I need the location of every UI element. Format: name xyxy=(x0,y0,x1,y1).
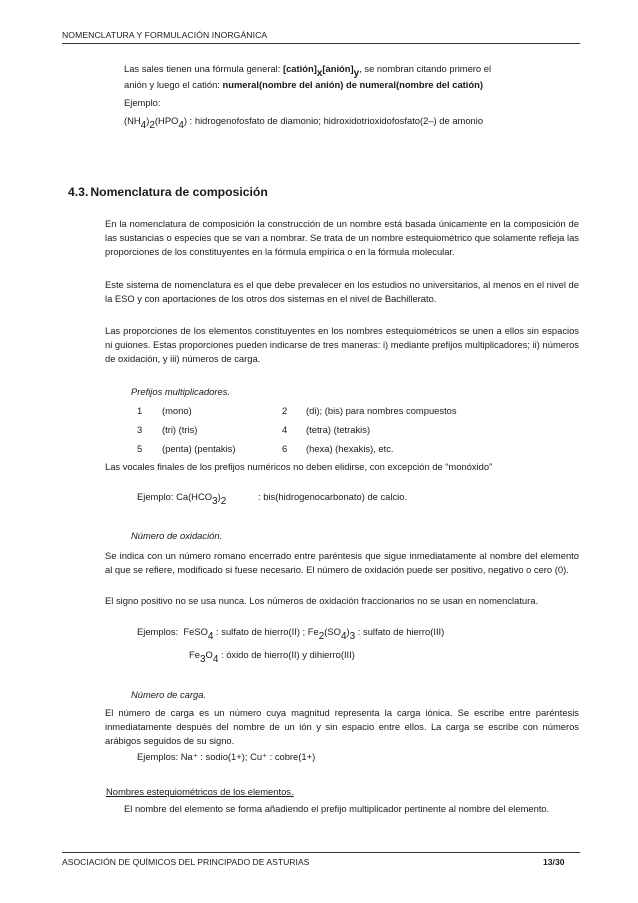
running-header: NOMENCLATURA Y FORMULACIÓN INORGÁNICA xyxy=(62,30,268,40)
sales-text: Las sales tienen una fórmula general: xyxy=(124,63,281,74)
sales-text-end: , se nombran citando primero el xyxy=(359,63,492,74)
vocales-note: Las vocales finales de los prefijos numéricos no deben elidirse, con excepción de “monóxido” xyxy=(105,461,493,472)
prefijos-example: Ejemplo: $Ca(HCO_3)_2$ xyxy=(137,491,227,507)
prefix-name-4: (tetra) (tetrakis) xyxy=(306,424,371,435)
prefix-name-5: (penta) (pentakis) xyxy=(162,443,236,454)
page-number: 13/30 xyxy=(543,857,565,867)
section-heading xyxy=(68,185,270,199)
footer-organization: ASOCIACIÓN DE QUÍMICOS DEL PRINCIPADO DE ASTURIAS xyxy=(62,857,310,867)
prefijos-title: Prefijos multiplicadores. xyxy=(131,386,230,397)
section-number: 4.3. xyxy=(68,185,89,199)
oxidacion-examples-2: $Fe_3O_4$ : óxido de hierro(II) y dihierro(III) xyxy=(189,649,355,665)
prefix-name-3: (tri) (tris) xyxy=(162,424,198,435)
paragraph-2: Este sistema de nomenclatura es el que debe prevalecer en los estudios no universitarios, al menos en el nivel de la ESO y con aportaciones de los otros dos sistemas en el nivel de Bachillerato. xyxy=(105,279,579,304)
prefix-num-3: 3 xyxy=(137,424,143,435)
formula-cation: $[catión]_x[anión]_y$ xyxy=(282,63,360,79)
oxidacion-title: Número de oxidación. xyxy=(131,530,223,541)
oxidacion-paragraph-2: El signo positivo no se usa nunca. Los números de oxidación fraccionarios no se usan en nomenclatura. xyxy=(105,595,539,606)
sales-example: $(NH_4)_2(HPO_4)$ : hidrogenofosfato de diamonio; hidroxidotrioxidofosfato(2–) de amonio xyxy=(124,115,484,131)
sales-example-label: Ejemplo: xyxy=(124,97,161,108)
footer-divider xyxy=(62,852,580,853)
header-divider xyxy=(62,43,580,44)
elementos-paragraph: El nombre del elemento se forma añadiendo el prefijo multiplicador pertinente al nombre del elemento. xyxy=(124,803,550,814)
prefijos-example-text: : bis(hidrogenocarbonato) de calcio. xyxy=(258,491,408,502)
prefix-num-6: 6 xyxy=(282,443,288,454)
section-title: Nomenclatura de composición xyxy=(90,185,268,199)
prefix-name-6: (hexa) (hexakis), etc. xyxy=(306,443,394,454)
prefix-num-2: 2 xyxy=(282,405,288,416)
paragraph-1: En la nomenclatura de composición la construcción de un nombre está basada únicamente en la composición de las sustancias o especies que se van a nombrar. Se trata de un nombre estequiométrico que solamente refleja las proporciones de los constituyentes en la fórmula empírica o en la fórmula molecular. xyxy=(105,218,579,257)
prefix-num-1: 1 xyxy=(137,405,143,416)
carga-paragraph: El número de carga es un número cuya magnitud representa la carga iónica. Se escribe entre paréntesis inmediatamente después del nombre de un ión y sin espacio entre ellos. La carga se escribe con números arábigos seguidos de su signo. xyxy=(105,707,579,746)
oxidacion-ejemplos-label: Ejemplos: xyxy=(137,626,179,637)
sales-rule xyxy=(124,78,579,92)
prefix-num-5: 5 xyxy=(137,443,143,454)
prefix-name-2: (di); (bis) para nombres compuestos xyxy=(306,405,457,416)
oxidacion-examples-1: Ejemplos: FeSO$_4$ : sulfato de hierro(II) ; $Fe_2(SO_4)_3$ : sulfato de hierro(III) xyxy=(137,626,445,642)
carga-title: Número de carga. xyxy=(131,689,207,700)
sales-rule-intro: anión y luego el catión: xyxy=(124,79,220,90)
carga-examples: Ejemplos: Na⁺ : sodio(1+); Cu⁺ : cobre(1+) xyxy=(137,751,316,762)
sales-rule-bold: numeral(nombre del anión) de numeral(nombre del catión) xyxy=(222,79,483,90)
paragraph-3: Las proporciones de los elementos constituyentes en los nombres estequiométricos se unen a ellos sin espacios ni guiones. Estas proporciones pueden indicarse de tres maneras: i) mediante prefijos multiplicadores; ii) números de oxidación, y iii) números de carga. xyxy=(105,325,579,364)
prefix-num-4: 4 xyxy=(282,424,288,435)
prefix-name-1: (mono) xyxy=(162,405,192,416)
oxidacion-paragraph-1: Se indica con un número romano encerrado entre paréntesis que sigue inmediatamente al nombre del elemento al que se refiere, modificado si fuese necesario. El número de oxidación puede ser positivo, negativo o cero (0). xyxy=(105,550,579,575)
sales-paragraph xyxy=(124,62,579,79)
elementos-title: Nombres estequiométricos de los elementos. xyxy=(106,786,294,797)
